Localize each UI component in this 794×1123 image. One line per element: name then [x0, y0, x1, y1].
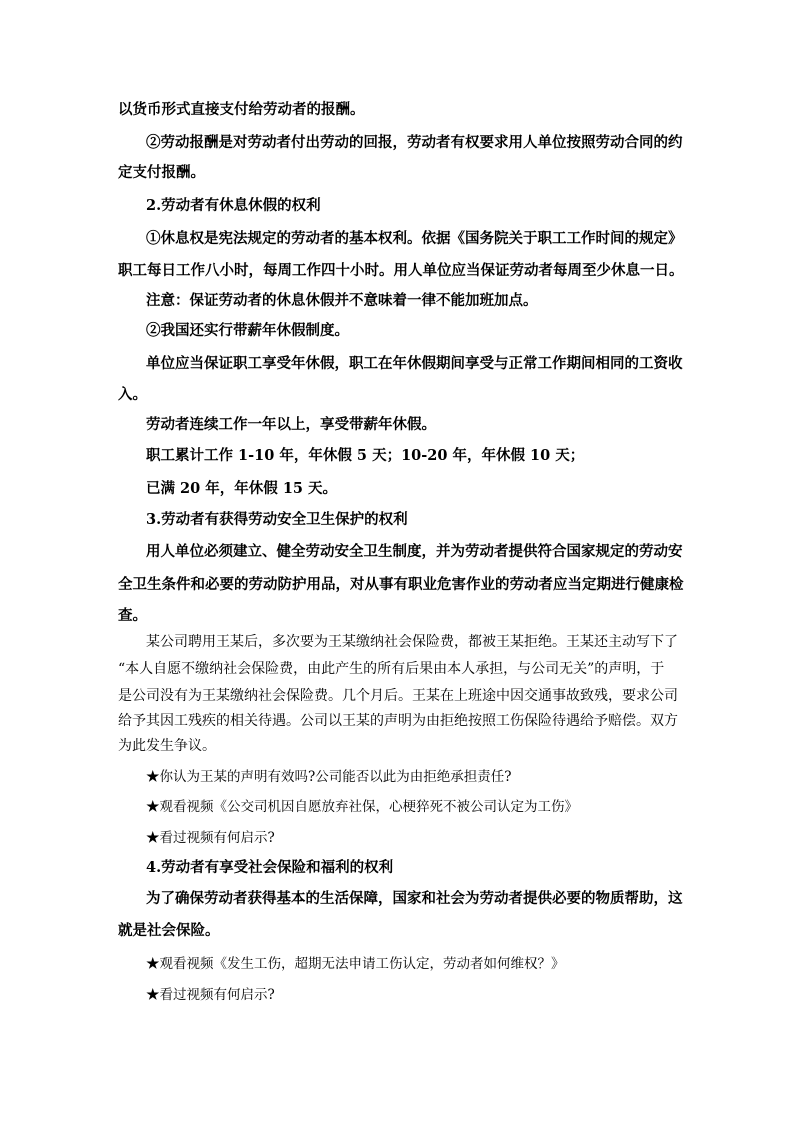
- case-line: 是公司没有为王某缴纳社会保险费。几个月后。王某在上班途中因交通事故致残，要求公司: [118, 688, 678, 704]
- question-line: ★看过视频有何启示?: [146, 830, 275, 846]
- paragraph-line: 单位应当保证职工享受年休假，职工在年休假期间享受与正常工作期间相同的工资收: [146, 355, 683, 372]
- paragraph-line: ②我国还实行带薪年休假制度。: [146, 322, 349, 339]
- case-line: 为此发生争议。: [118, 738, 216, 754]
- question-line: ★看过视频有何启示?: [146, 987, 275, 1003]
- paragraph-line: ②劳动报酬是对劳动者付出劳动的回报，劳动者有权要求用人单位按照劳动合同的约: [146, 134, 683, 151]
- paragraph-line: 已满 20 年，年休假 15 天。: [146, 480, 338, 497]
- paragraph-line: 职工每日工作八小时，每周工作四十小时。用人单位应当保证劳动者每周至少休息一日。: [118, 262, 684, 279]
- paragraph-line: 定支付报酬。: [118, 164, 205, 181]
- question-line: ★你认为王某的声明有效吗?公司能否以此为由拒绝承担责任?: [146, 769, 512, 785]
- paragraph-line: 以货币形式直接支付给劳动者的报酬。: [118, 101, 365, 118]
- paragraph-line: 入。: [118, 386, 147, 403]
- paragraph-line: ①休息权是宪法规定的劳动者的基本权利。依据《国务院关于职工工作时间的规定》: [146, 230, 683, 247]
- paragraph-line: 劳动者连续工作一年以上，享受带薪年休假。: [146, 416, 436, 433]
- section-heading: 3.劳动者有获得劳动安全卫生保护的权利: [146, 511, 408, 528]
- video-line: ★观看视频《发生工伤，超期无法申请工伤认定，劳动者如何维权？》: [146, 956, 565, 972]
- paragraph-line: 查。: [118, 607, 147, 624]
- video-line: ★观看视频《公交司机因自愿放弃社保，心梗猝死不被公司认定为工伤》: [146, 799, 578, 815]
- paragraph-line: 职工累计工作 1-10 年，年休假 5 天；10-20 年，年休假 10 天；: [146, 447, 585, 464]
- note-line: 注意：保证劳动者的休息休假并不意味着一律不能加班加点。: [146, 292, 538, 309]
- paragraph-line: 全卫生条件和必要的劳动防护用品，对从事有职业危害作业的劳动者应当定期进行健康检: [118, 576, 684, 593]
- case-line: 给予其因工残疾的相关待遇。公司以王某的声明为由拒绝按照工伤保险待遇给予赔偿。双方: [118, 713, 678, 729]
- case-line: “本人自愿不缴纳社会保险费，由此产生的所有后果由本人承担，与公司无关”的声明，于: [118, 661, 665, 677]
- case-line: 某公司聘用王某后，多次要为王某缴纳社会保险费，都被王某拒绝。王某还主动写下了: [146, 634, 678, 650]
- paragraph-line: 用人单位必须建立、健全劳动安全卫生制度，并为劳动者提供符合国家规定的劳动安: [146, 543, 683, 560]
- paragraph-line: 为了确保劳动者获得基本的生活保障，国家和社会为劳动者提供必要的物质帮助，这: [146, 890, 683, 907]
- section-heading: 4.劳动者有享受社会保险和福利的权利: [146, 859, 394, 876]
- paragraph-line: 就是社会保险。: [118, 922, 220, 939]
- section-heading: 2.劳动者有休息休假的权利: [146, 197, 321, 214]
